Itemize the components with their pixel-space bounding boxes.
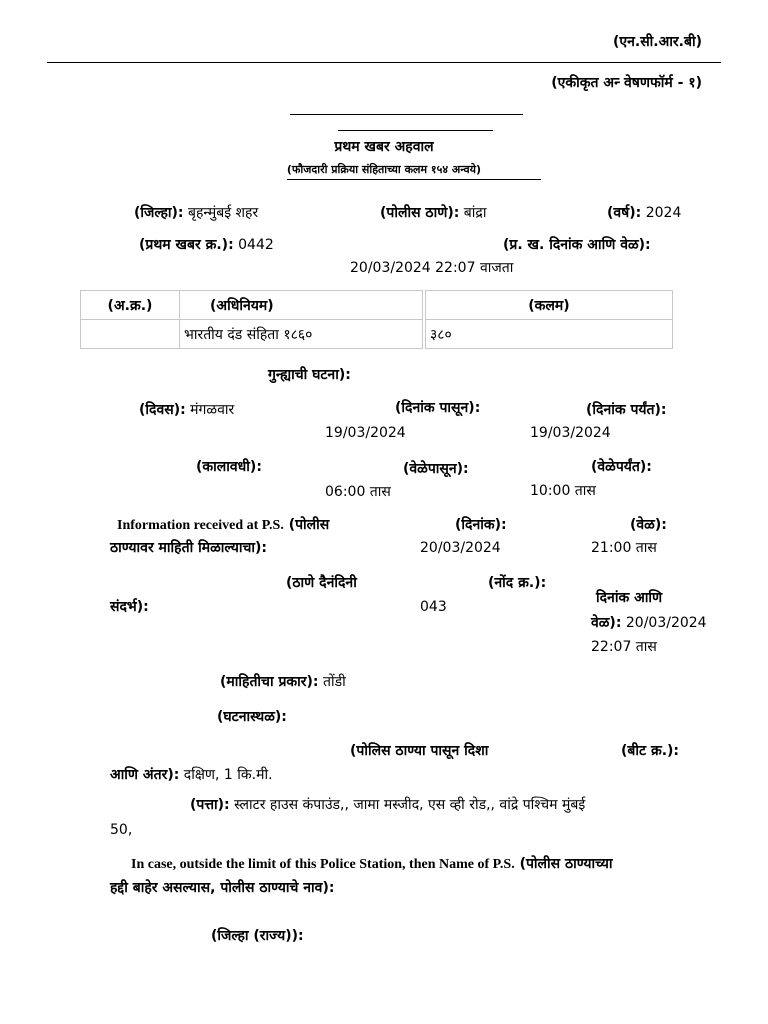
acts-table-header (81, 291, 673, 320)
outside-limit-label-mr: (पोलीस ठाण्याच्या (519, 856, 613, 872)
info-time-label: (वेळ): (630, 517, 667, 533)
direction-label: (पोलिस ठाण्या पासून दिशा (350, 743, 489, 759)
date-from-label: (दिनांक पासून): (395, 400, 481, 416)
info-type-value: तोंडी (322, 674, 346, 690)
subtitle-underline (287, 179, 541, 180)
direction-value: दक्षिण, 1 कि.मी. (183, 767, 273, 783)
fir-number-label: (प्रथम खबर क्र.): (139, 237, 234, 253)
police-station-label: (पोलीस ठाणे): (380, 205, 460, 221)
district-label: (जिल्हा): (134, 205, 184, 221)
header-section: (कलम) (426, 291, 673, 320)
day-label: (दिवस): (139, 402, 186, 418)
fir-datetime-value: 20/03/2024 22:07 वाजता (350, 260, 514, 276)
address-field (190, 796, 585, 814)
title-line-upper (290, 114, 523, 115)
direction-field (110, 766, 273, 784)
district-state-label: (जिल्हा (राज्य)): (211, 928, 304, 944)
outside-limit-label-2: हद्दी बाहेर असल्यास, पोलीस ठाण्याचे नाव): (110, 880, 335, 896)
place-label: (घटनास्थळ): (217, 709, 287, 725)
occurrence-heading: गुन्ह्याची घटना): (268, 367, 351, 383)
acts-table (80, 290, 673, 349)
header-act: (अधिनियम) (180, 291, 423, 320)
entry-no-value: 043 (420, 599, 447, 615)
diary-time-value: 22:07 तास (591, 639, 657, 655)
row-act: भारतीय दंड संहिता १८६० (180, 320, 423, 349)
time-from-label: (वेळेपासून): (403, 461, 469, 477)
title-line-lower (338, 130, 493, 131)
info-received-label (117, 516, 329, 535)
district-field (134, 204, 258, 222)
row-sr-no (81, 320, 180, 349)
district-value: बृहन्मुंबई शहर (187, 205, 259, 221)
fir-number-field (139, 236, 274, 254)
entry-no-label: (नोंद क्र.): (488, 575, 547, 591)
diary-reference-label: संदर्भ): (110, 599, 149, 615)
info-type-label: (माहितीचा प्रकार): (220, 674, 319, 690)
period-label: (कालावधी): (196, 459, 262, 475)
diary-datetime-label-2: वेळ): (591, 615, 622, 631)
fir-datetime-label: (प्र. ख. दिनांक आणि वेळ): (503, 237, 651, 253)
direction-label-2: आणि अंतर): (110, 767, 180, 783)
outside-limit-label (131, 855, 612, 874)
page-title: प्रथम खबर अहवाल (334, 139, 434, 155)
address-value: स्लाटर हाउस कंपाउंड,, जामा मस्जीद, एस व्ही रोड,, वांद्रे पश्चिम मुंबई (234, 797, 586, 813)
day-field (139, 401, 234, 419)
time-from-value: 06:00 तास (325, 484, 391, 500)
info-date-value: 20/03/2024 (420, 540, 501, 556)
date-to-label: (दिनांक पर्यंत): (586, 402, 667, 418)
police-station-field (380, 204, 486, 222)
diary-date-value: 20/03/2024 (625, 615, 707, 631)
address-label: (पत्ता): (190, 797, 230, 813)
time-to-value: 10:00 तास (530, 483, 596, 499)
year-field (607, 204, 681, 222)
info-date-label: (दिनांक): (455, 517, 507, 533)
date-from-value: 19/03/2024 (325, 425, 406, 441)
info-time-value: 21:00 तास (591, 540, 657, 556)
info-received-label-2: ठाण्यावर माहिती मिळाल्याचा): (110, 540, 267, 556)
info-type-field (220, 673, 346, 691)
fir-number-value: 0442 (238, 237, 274, 253)
table-row (81, 320, 673, 349)
header-divider (47, 62, 721, 63)
info-received-label-en: Information received at P.S. (117, 518, 284, 533)
form-name: (एकीकृत अन्‍ वेषणफॉर्म - १) (551, 75, 702, 91)
year-label: (वर्ष): (607, 205, 642, 221)
time-to-label: (वेळेपर्यंत): (591, 459, 652, 475)
beat-label: (बीट क्र.): (621, 743, 680, 759)
header-sr-no: (अ.क्र.) (81, 291, 180, 320)
page-subtitle: (फौजदारी प्रक्रिया संहिताच्या कलम १५४ अन्वये) (286, 163, 482, 176)
diary-datetime-field (591, 614, 707, 632)
info-received-label-mr: (पोलीस (288, 517, 330, 533)
police-station-value: बांद्रा (463, 205, 487, 221)
row-section: ३८० (426, 320, 673, 349)
day-value: मंगळवार (190, 402, 235, 418)
diary-datetime-label: दिनांक आणि (596, 590, 663, 606)
date-to-value: 19/03/2024 (530, 425, 611, 441)
ncrb-label: (एन.सी.आर.बी) (612, 34, 702, 50)
address-value-2: 50, (110, 822, 133, 838)
year-value: 2024 (645, 205, 682, 221)
outside-limit-label-en: In case, outside the limit of this Police Station, then Name of P.S. (131, 857, 515, 872)
diary-label: (ठाणे दैनंदिनी (286, 575, 357, 591)
